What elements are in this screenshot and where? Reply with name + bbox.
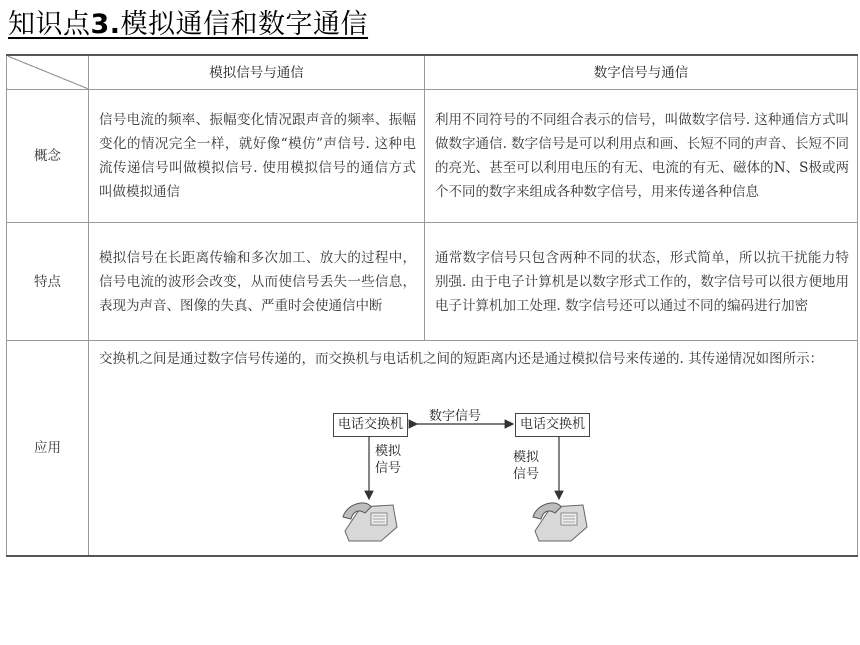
title-number: 3. [90, 9, 121, 40]
comparison-table [6, 54, 858, 557]
left-telephone-icon [343, 503, 397, 541]
right-telephone-icon [533, 503, 587, 541]
page-title [8, 2, 368, 41]
concept-analog: 信号电流的频率、振幅变化情况跟声音的频率、振幅变化的情况完全一样，就好像“模仿”声信号. 这种电流传递信号叫做模拟信号. 使用模拟信号的通信方式叫做模拟通信 [89, 90, 425, 223]
row-label-concept: 概念 [7, 90, 89, 223]
digital-signal-label: 数字信号 [429, 409, 482, 424]
row-application [7, 341, 858, 557]
application-text: 交换机之间是通过数字信号传递的，而交换机与电话机之间的短距离内还是通过模拟信号来传递的. 其传递情况如图所示： [99, 351, 824, 367]
features-analog: 模拟信号在长距离传输和多次加工、放大的过程中，信号电流的波形会改变，从而使信号丢失一些信息，表现为声音、图像的失真、严重时会使通信中断 [89, 223, 425, 341]
header-digital: 数字信号与通信 [425, 55, 858, 90]
left-switch-box: 电话交换机 [333, 413, 408, 437]
header-row [7, 55, 858, 90]
row-features [7, 223, 858, 341]
right-switch-box: 电话交换机 [515, 413, 590, 437]
title-text: 模拟通信和数字通信 [120, 9, 369, 40]
features-digital: 通常数字信号只包含两种不同的状态，形式简单，所以抗干扰能力特别强. 由于电子计算机是以数字形式工作的，数字信号可以很方便地用电子计算机加工处理. 数字信号还可以通过不同的编码进行加密 [425, 223, 858, 341]
left-analog-label: 模拟信号 [375, 444, 402, 476]
concept-digital: 利用不同符号的不同组合表示的信号，叫做数字信号. 这种通信方式叫做数字通信. 数字信号是可以利用点和画、长短不同的声音、长短不同的亮光、甚至可以利用电压的有无、电流的有无、磁体的N、S极或两个不同的数字来组成各种数字信号，用来传递各种信息 [425, 90, 858, 223]
title-prefix: 知识点 [8, 9, 91, 40]
row-label-application: 应用 [7, 341, 89, 557]
right-analog-label: 模拟信号 [513, 450, 540, 482]
signal-diagram [333, 409, 613, 548]
application-cell [89, 341, 858, 557]
row-label-features: 特点 [7, 223, 89, 341]
header-analog: 模拟信号与通信 [89, 55, 425, 90]
corner-cell [7, 55, 89, 90]
row-concept [7, 90, 858, 223]
